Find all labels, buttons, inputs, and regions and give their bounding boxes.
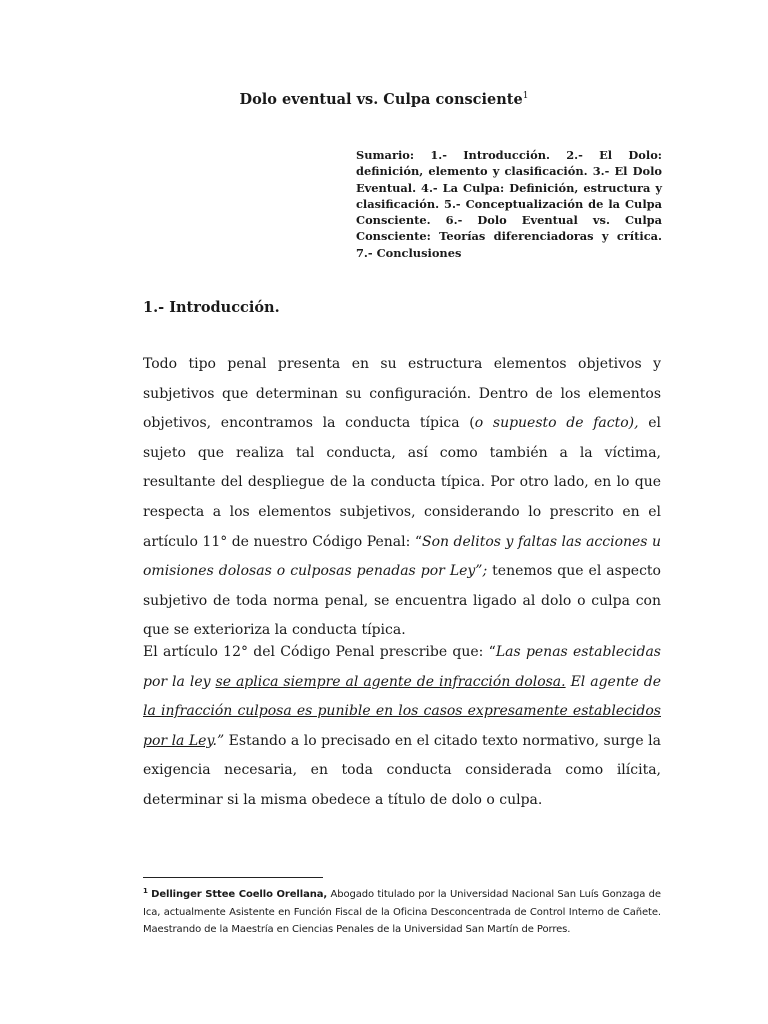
footnote-text: Abogado titulado por la Universidad Nacional San Luís Gonzaga de Ica, actualmente Asistente en Función Fiscal de la Oficina Desconcentrada de Control Interno de Cañete. Maestrando de la Maestría en Ciencias Penales de la Universidad San Martín de Porres. (143, 889, 661, 935)
footnote (143, 883, 661, 939)
p2-text-1: El artículo 12° del Código Penal prescribe que: “ (143, 644, 496, 660)
section-heading: 1.- Introducción. (143, 299, 280, 316)
p2-underline-2: la infracción culposa es punible en los casos expresamente establecidos por la Ley (143, 703, 661, 749)
document-title (0, 91, 768, 108)
p1-italic-quote: Son delitos y faltas las acciones u omisiones dolosas o culposas penadas por Ley”; (143, 533, 662, 580)
p2-italic-2: El agente de (565, 673, 661, 690)
footnote-separator (143, 877, 323, 878)
footnote-author: Dellinger Sttee Coello Orellana, (151, 889, 328, 900)
p1-text-3: tenemos que el aspecto subjetivo de toda norma penal, se encuentra ligado al dolo o culpa con que se exterioriza la conducta típica. (143, 563, 661, 639)
p2-underline-1: se aplica siempre al agente de infracción dolosa. (215, 673, 566, 690)
p1-text-2: el sujeto que realiza tal conducta, así como también a la víctima, resultante del despliegue de la conducta típica. Por otro lado, en lo que respecta a los elementos subjetivos, considerando lo prescrito en el artículo 11° de nuestro Código Penal: “ (143, 415, 661, 550)
p2-italic-1: Las penas establecidas por la ley (143, 644, 661, 690)
summary-block: Sumario: 1.- Introducción. 2.- El Dolo: definición, elemento y clasificación. 3.- El Dolo Eventual. 4.- La Culpa: Definición, estructura y clasificación. 5.- Conceptualización de la Culpa Consciente. 6.- Dolo Eventual vs. Culpa Consciente: Teorías diferenciadoras y crítica. 7.- Conclusiones (356, 148, 662, 260)
p2-text-2: Estando a lo precisado en el citado texto normativo, surge la exigencia necesaria, en toda conducta considerada como ilícita, determinar si la misma obedece a título de dolo o culpa. (143, 732, 661, 808)
p1-text-1: Todo tipo penal presenta en su estructura elementos objetivos y subjetivos que determinan su configuración. Dentro de los elementos objetivos, encontramos la conducta típica ( (143, 356, 661, 432)
footnote-number: 1 (143, 887, 148, 895)
p1-italic-1: o supuesto de facto), (474, 415, 639, 432)
title-text: Dolo eventual vs. Culpa consciente (239, 91, 523, 108)
title-footnote-ref: 1 (522, 91, 529, 101)
paragraph-introduction (143, 350, 661, 646)
paragraph-article-12 (143, 638, 661, 816)
p2-italic-3: .” (212, 732, 225, 749)
